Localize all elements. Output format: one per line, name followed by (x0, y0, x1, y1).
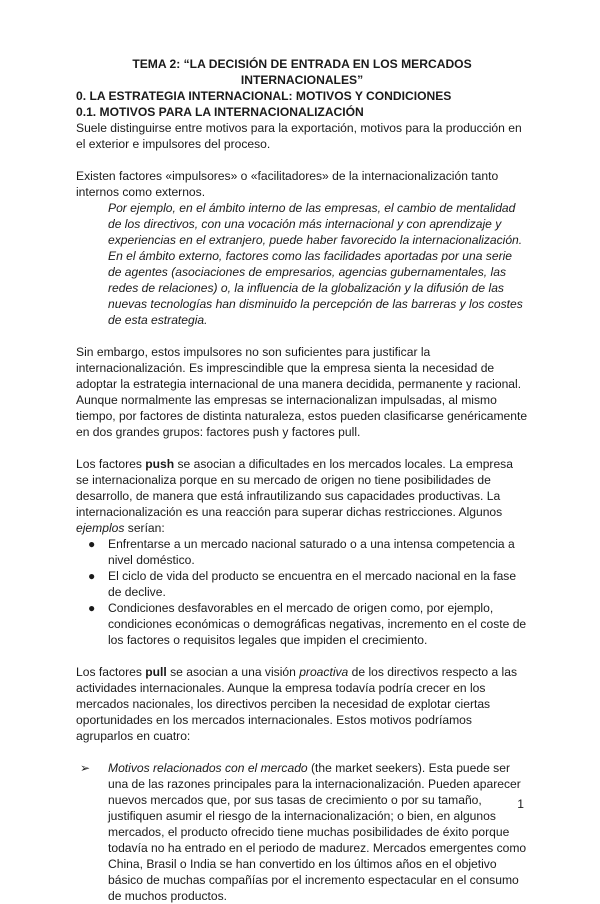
paragraph-impulsores: Existen factores «impulsores» o «facilitadores» de la internacionalización tanto internos como externos. (76, 169, 499, 199)
pull-italic: proactiva (299, 665, 349, 679)
arrow-bullet-icon: ➢ (80, 761, 91, 775)
paragraph-push (76, 456, 528, 536)
push-mid: se asocian a dificultades en los mercados locales. La empresa se internacionaliza porque en su mercado de origen no tiene posibilidades de desarrollo, de manera que está infrautilizando sus capacidades productivas. La internacionalización es una reacción para superar dichas restricciones. Algunos (76, 457, 513, 519)
push-pre: Los factores (76, 457, 146, 471)
bullet-text: Condiciones desfavorables en el mercado de origen como, por ejemplo, condiciones económicas o demográficas negativas, incremento en el coste de los factores o requisitos legales que impiden el crecimiento. (108, 601, 527, 647)
push-italic: ejemplos (76, 521, 125, 535)
bullet-icon: ● (88, 569, 96, 583)
heading-section-0: 0. LA ESTRATEGIA INTERNACIONAL: MOTIVOS Y CONDICIONES (76, 89, 452, 103)
bullet-text: Enfrentarse a un mercado nacional saturado o a una intensa competencia a nivel doméstico. (108, 537, 515, 567)
document-title: TEMA 2: “LA DECISIÓN DE ENTRADA EN LOS MERCADOS INTERNACIONALES” (132, 57, 472, 87)
push-bullet-list (76, 536, 528, 648)
heading-section-0-1: 0.1. MOTIVOS PARA LA INTERNACIONALIZACIÓN (76, 105, 364, 119)
market-motives-title: Motivos relacionados con el mercado (108, 761, 308, 775)
market-motives-item (76, 760, 528, 904)
page-number: 1 (517, 797, 524, 811)
list-item (76, 600, 528, 648)
bullet-icon: ● (88, 601, 96, 615)
document-page (76, 56, 528, 904)
push-keyword: push (145, 457, 175, 471)
example-quote: Por ejemplo, en el ámbito interno de las empresas, el cambio de mentalidad de los directivos, con una vocación más internacional y con aprendizaje y experiencias en el extranjero, puede haber favorecido la internacionalización. En el ámbito externo, factores como las facilidades aportadas por una serie de agentes (asociaciones de empresarios, agencias gubernamentales, las redes de relaciones) o, la influencia de la globalización y la difusión de las nuevas tecnologías han disminuido la percepción de las barreras y los costes de esta estrategia. (108, 201, 523, 327)
bullet-icon: ● (88, 537, 96, 551)
push-post: serían: (124, 521, 165, 535)
market-motives-text: (the market seekers). Esta puede ser una de las razones principales para la internacionalización. Pueden aparecer nuevos mercados que, por sus tasas de crecimiento o por su tamaño, justifiquen asumir el riesgo de la internacionalización; o bien, en algunos mercados, el producto ofrecido tiene muchas posibilidades de éxito porque todavía no ha entrado en el periodo de madurez. Mercados emergentes como China, Brasil o India se han convertido en los últimos años en el objetivo básico de muchas compañías por el incremento espectacular en el consumo de muchos productos. (108, 761, 527, 903)
pull-keyword: pull (145, 665, 167, 679)
list-item (76, 536, 528, 568)
list-item (76, 568, 528, 600)
paragraph-pull (76, 664, 528, 744)
pull-post: de los directivos respecto a las actividades internacionales. Aunque la empresa todavía podría crecer en los mercados nacionales, los directivos perciben la necesidad de explotar ciertas oportunidades en los mercados internacionales. Estos motivos podríamos agruparlos en cuatro: (76, 665, 518, 743)
pull-mid: se asocian a una visión (166, 665, 300, 679)
paragraph-sin-embargo: Sin embargo, estos impulsores no son suficientes para justificar la internacionalización. Es imprescindible que la empresa sienta la necesidad de adoptar la estrategia internacional de una manera decidida, permanente y racional. Aunque normalmente las empresas se internacionalizan impulsadas, al mismo tiempo, por factores de distinta naturaleza, estos pueden clasificarse genéricamente en dos grandes grupos: factores push y factores pull. (76, 345, 528, 439)
paragraph-intro: Suele distinguirse entre motivos para la exportación, motivos para la producción en el exterior e impulsores del proceso. (76, 121, 522, 151)
pull-pre: Los factores (76, 665, 146, 679)
bullet-text: El ciclo de vida del producto se encuentra en el mercado nacional en la fase de declive. (108, 569, 517, 599)
